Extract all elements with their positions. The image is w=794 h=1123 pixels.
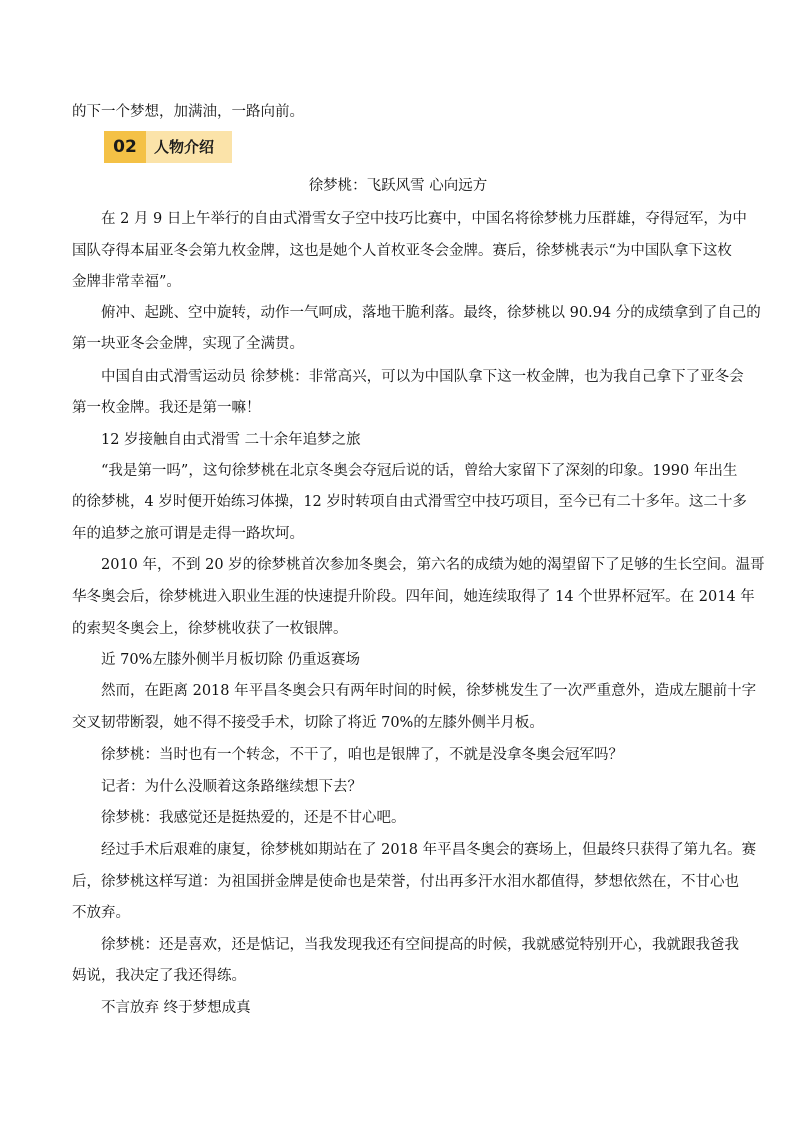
paragraph-line: 然而，在距离 2018 年平昌冬奥会只有两年时间的时候，徐梦桃发生了一次严重意外，造成左腿前十字: [101, 683, 757, 699]
subheading: 近 70%左膝外侧半月板切除 仍重返赛场: [101, 652, 360, 668]
subheading: 不言放弃 终于梦想成真: [101, 1000, 251, 1016]
paragraph-line: 徐梦桃：当时也有一个转念，不干了，咱也是银牌了，不就是没拿冬奥会冠军吗？: [101, 747, 623, 763]
paragraph-line: “我是第一吗”，这句徐梦桃在北京冬奥会夺冠后说的话，曾给大家留下了深刻的印象。1990 年出生: [101, 463, 738, 479]
paragraph-line: 徐梦桃：我感觉还是挺热爱的，还是不甘心吧。: [101, 810, 406, 826]
paragraph-line: 后，徐梦桃这样写道：为祖国拼金牌是使命也是荣誉，付出再多汗水泪水都值得，梦想依然在，不甘心也: [72, 874, 739, 890]
section-title: 人物介绍: [154, 138, 215, 156]
paragraph-line: 的徐梦桃，4 岁时便开始练习体操，12 岁时转项自由式滑雪空中技巧项目，至今已有二十多年。这二十多: [72, 494, 747, 510]
paragraph-line: 交叉韧带断裂，她不得不接受手术，切除了将近 70%的左膝外侧半月板。: [72, 715, 544, 731]
paragraph-line: 第一块亚冬会金牌，实现了全满贯。: [72, 336, 304, 352]
paragraph-line: 2010 年，不到 20 岁的徐梦桃首次参加冬奥会，第六名的成绩为她的渴望留下了足够的生长空间。温哥: [101, 557, 765, 573]
article-title: 徐梦桃：飞跃风雪 心向远方: [308, 178, 488, 194]
paragraph-line: 华冬奥会后，徐梦桃进入职业生涯的快速提升阶段。四年间，她连续取得了 14 个世界杯冠军。在 2014 年: [72, 589, 755, 605]
paragraph-line: 记者：为什么没顺着这条路继续想下去？: [101, 779, 362, 795]
section-header: [104, 131, 232, 163]
subheading: 12 岁接触自由式滑雪 二十余年追梦之旅: [101, 432, 361, 448]
paragraph-line: 年的追梦之旅可谓是走得一路坎坷。: [72, 526, 304, 542]
paragraph-line: 中国自由式滑雪运动员 徐梦桃：非常高兴，可以为中国队拿下这一枚金牌，也为我自己拿下了亚冬会: [101, 369, 744, 385]
paragraph-line: 徐梦桃：还是喜欢，还是惦记，当我发现我还有空间提高的时候，我就感觉特别开心，我就跟我爸我: [101, 937, 739, 953]
paragraph-line: 俯冲、起跳、空中旋转，动作一气呵成，落地干脆利落。最终，徐梦桃以 90.94 分的成绩拿到了自己的: [101, 305, 761, 321]
paragraph-line: 妈说，我决定了我还得练。: [72, 968, 246, 984]
paragraph-line: 不放弃。: [72, 905, 130, 921]
paragraph-line: 的索契冬奥会上，徐梦桃收获了一枚银牌。: [72, 621, 348, 637]
paragraph-line: 在 2 月 9 日上午举行的自由式滑雪女子空中技巧比赛中，中国名将徐梦桃力压群雄，夺得冠军，为中: [101, 211, 747, 227]
paragraph-line: 第一枚金牌。我还是第一嘛！: [72, 400, 261, 416]
paragraph-line: 金牌非常幸福”。: [72, 274, 181, 290]
paragraph-line: 经过手术后艰难的康复，徐梦桃如期站在了 2018 年平昌冬奥会的赛场上，但最终只获得了第九名。赛: [101, 842, 757, 858]
paragraph-line: 国队夺得本届亚冬会第九枚金牌，这也是她个人首枚亚冬会金牌。赛后，徐梦桃表示“为中国队拿下这枚: [72, 243, 732, 259]
intro-last-line: 的下一个梦想，加满油，一路向前。: [72, 104, 304, 120]
section-number: 02: [104, 131, 146, 163]
